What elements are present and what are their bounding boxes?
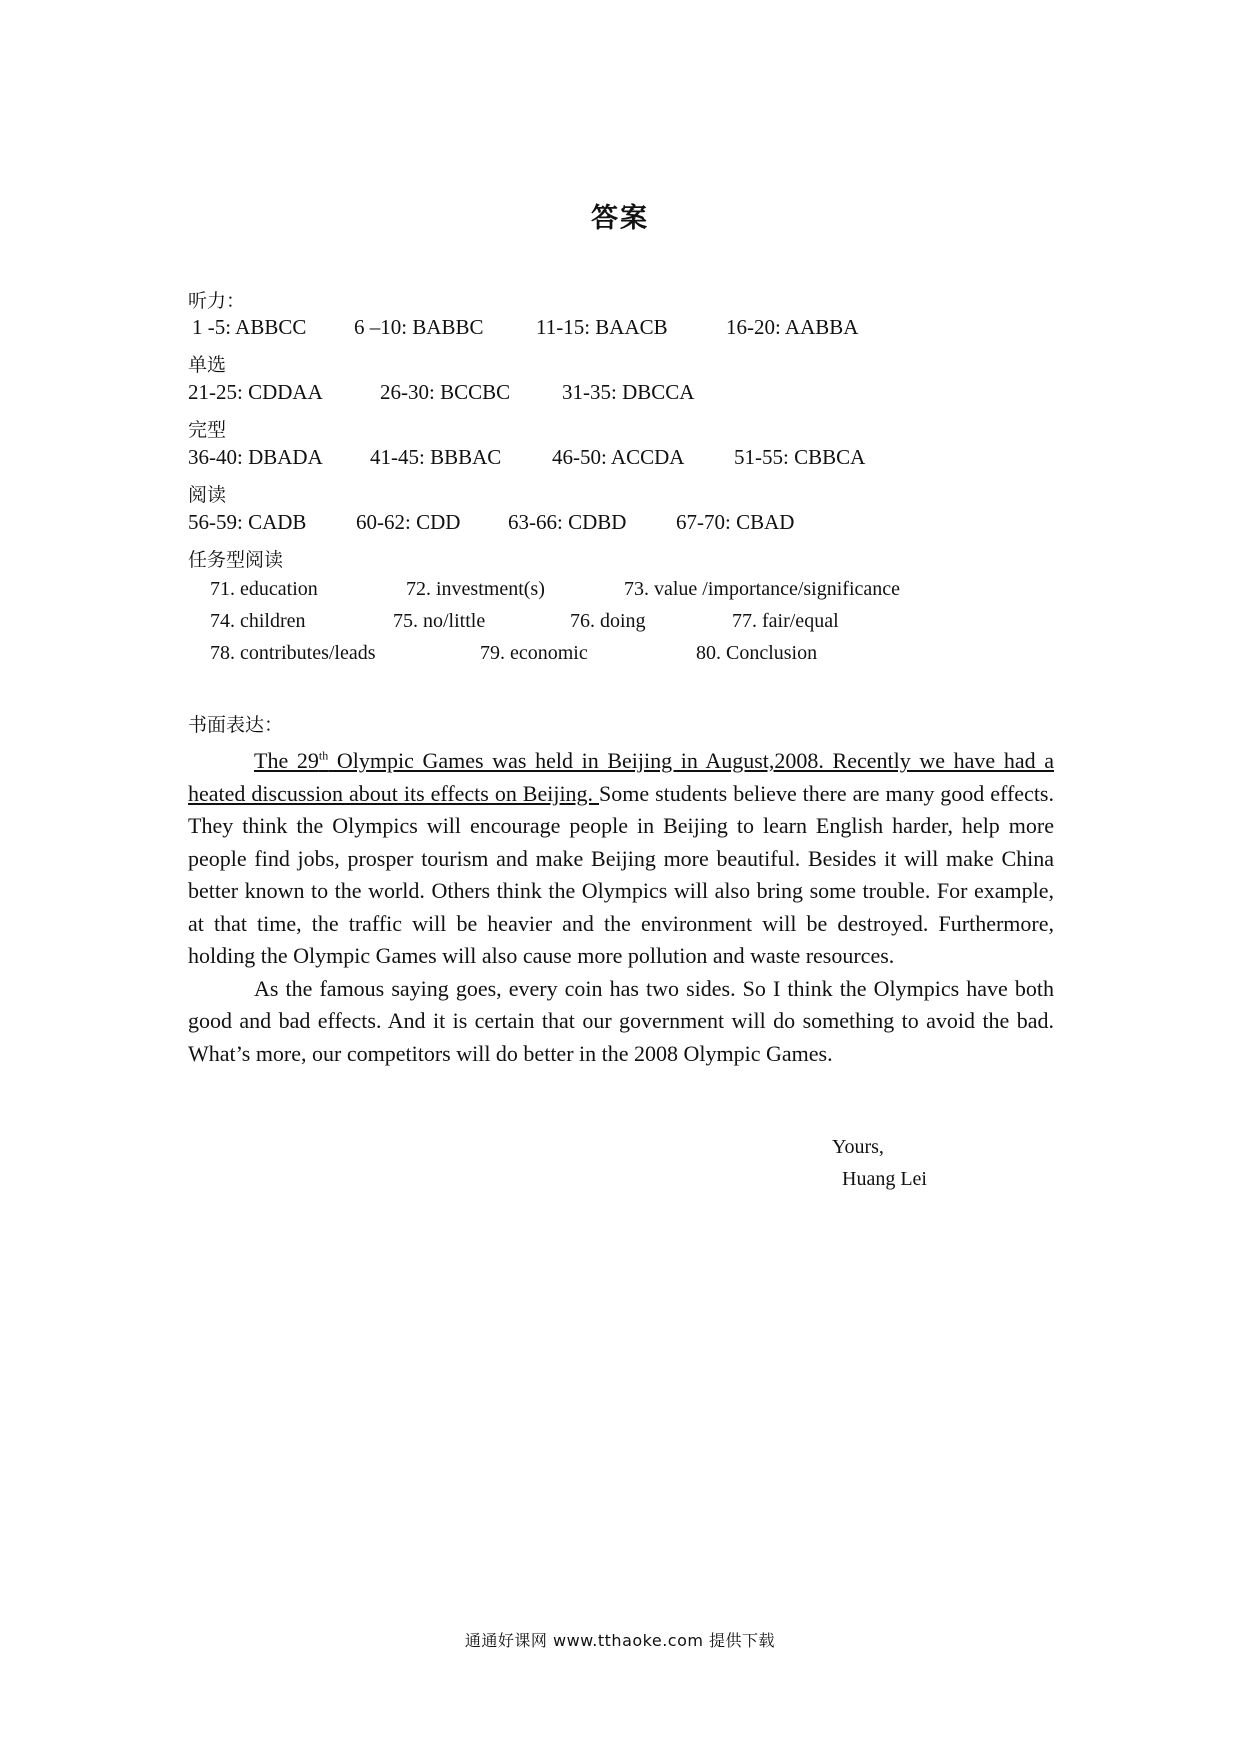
section-heading-task-reading: 任务型阅读 [188, 549, 284, 571]
essay-paragraph: As the famous saying goes, every coin has two sides. So I think the Olympics have both good and bad effects. And it is certain that our government will do something to avoid the bad. What’s more, our competitors will do better in the 2008 Olympic Games. [188, 975, 1054, 1066]
answer-group: 11-15: BAACB [536, 315, 668, 339]
answer-group: 56-59: CADB [188, 510, 307, 534]
answer-item: 80. Conclusion [696, 642, 818, 664]
answer-item: 77. fair/equal [732, 610, 839, 632]
section-heading-listening: 听力： [188, 290, 246, 312]
answer-item: 73. value /importance/significance [624, 578, 901, 600]
page-title: 答案 [591, 203, 649, 234]
answer-group: 21-25: CDDAA [188, 380, 323, 404]
answer-item: 74. children [210, 610, 306, 632]
ordinal-superscript: th [318, 749, 329, 763]
section-heading-cloze: 完型 [188, 419, 227, 441]
answer-item: 79. economic [480, 642, 588, 664]
answer-item: 78. contributes/leads [210, 642, 376, 664]
essay-underlined-text: The 29th Olympic Games was held in Beijing in August,2008. Recently we have had a heated discussion about its effects on Beijing. [188, 748, 1055, 806]
answer-item: 75. no/little [393, 610, 486, 632]
answer-group: 26-30: BCCBC [380, 380, 511, 404]
essay-paragraph [188, 740, 1054, 973]
answer-group: 31-35: DBCCA [562, 380, 695, 404]
answer-group: 1 -5: ABBCC [192, 315, 307, 339]
essay-text: Some students believe there are many good effects. They think the Olympics will encourage people in Beijing to learn English harder, help more people find jobs, prosper tourism and make Beijing more beautiful. Besides it will make China better known to the world. Others think the Olympics will also bring some trouble. For example, at that time, the traffic will be heavier and the environment will be destroyed. Furthermore, holding the Olympic Games will also cause more pollution and waste resources. [188, 780, 1054, 969]
section-heading-writing: 书面表达： [188, 714, 284, 736]
answer-item: 72. investment(s) [406, 578, 545, 600]
answer-group: 6 –10: BABBC [354, 315, 484, 339]
section-heading-reading: 阅读 [188, 484, 227, 506]
answer-group: 41-45: BBBAC [370, 445, 502, 469]
answer-group: 46-50: ACCDA [552, 445, 685, 469]
answer-item: 71. education [210, 578, 318, 600]
answer-group: 67-70: CBAD [676, 510, 795, 534]
answer-group: 60-62: CDD [356, 510, 461, 534]
answer-group: 63-66: CDBD [508, 510, 627, 534]
essay-body [188, 740, 1054, 1070]
letter-signature: Huang Lei [842, 1168, 927, 1190]
answer-group: 36-40: DBADA [188, 445, 323, 469]
letter-closing: Yours, [832, 1136, 884, 1158]
section-heading-single-choice: 单选 [188, 354, 227, 376]
answer-group: 16-20: AABBA [726, 315, 859, 339]
answer-group: 51-55: CBBCA [734, 445, 866, 469]
page-footer: 通通好课网 www.tthaoke.com 提供下载 [464, 1631, 776, 1650]
answer-item: 76. doing [570, 610, 646, 632]
